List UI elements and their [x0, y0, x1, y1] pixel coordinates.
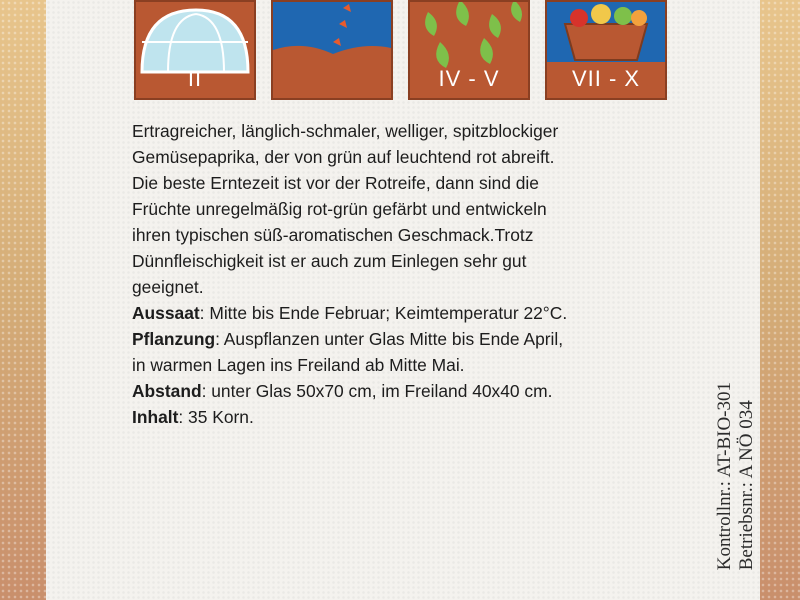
sowing-label: Aussaat	[132, 303, 200, 323]
planting-info-cont: in warmen Lagen ins Freiland ab Mitte Mai.	[132, 355, 465, 375]
description-line: Die beste Erntezeit ist vor der Rotreife, dann sind die	[132, 173, 539, 193]
operation-number: Betriebsnr.: A NÖ 034	[736, 400, 757, 570]
content-text: : 35 Korn.	[178, 407, 254, 427]
cultivation-icons	[134, 0, 704, 102]
seedlings-month-label: IV - V	[438, 66, 500, 91]
planting-info	[132, 326, 732, 352]
content-label: Inhalt	[132, 407, 179, 427]
description-line: ihren typischen süß-aromatischen Geschmack.Trotz	[132, 225, 534, 245]
sowing-text: : Mitte bis Ende Februar; Keimtemperatur 22°C.	[199, 303, 568, 323]
sowing-info	[132, 300, 732, 326]
harvest-basket-icon	[545, 0, 667, 100]
harvest-month-label: VII - X	[571, 66, 641, 91]
seed-packet-back	[46, 0, 760, 600]
greenhouse-month-label: II	[187, 66, 203, 91]
description-line: Gemüsepaprika, der von grün auf leuchtend rot abreift.	[132, 147, 555, 167]
description-line: Dünnfleischigkeit ist er auch zum Einlegen sehr gut	[132, 251, 527, 271]
planting-label: Pflanzung	[132, 329, 216, 349]
spacing-info	[132, 378, 732, 404]
spacing-label: Abstand	[132, 381, 202, 401]
sowing-icon	[271, 0, 393, 100]
control-numbers	[714, 382, 758, 570]
description-line: geeignet.	[132, 277, 204, 297]
greenhouse-icon	[134, 0, 256, 100]
description-line: Ertragreicher, länglich-schmaler, welliger, spitzblockiger	[132, 121, 559, 141]
content-info	[132, 404, 732, 430]
product-description	[132, 118, 732, 430]
background-right	[760, 0, 800, 600]
description-line: Früchte unregelmäßig rot-grün gefärbt und entwickeln	[132, 199, 547, 219]
spacing-text: : unter Glas 50x70 cm, im Freiland 40x40 cm.	[201, 381, 553, 401]
background-left	[0, 0, 46, 600]
seedlings-icon	[408, 0, 530, 100]
control-number: Kontrollnr.: AT-BIO-301	[714, 381, 735, 570]
planting-text: : Auspflanzen unter Glas Mitte bis Ende April,	[215, 329, 564, 349]
